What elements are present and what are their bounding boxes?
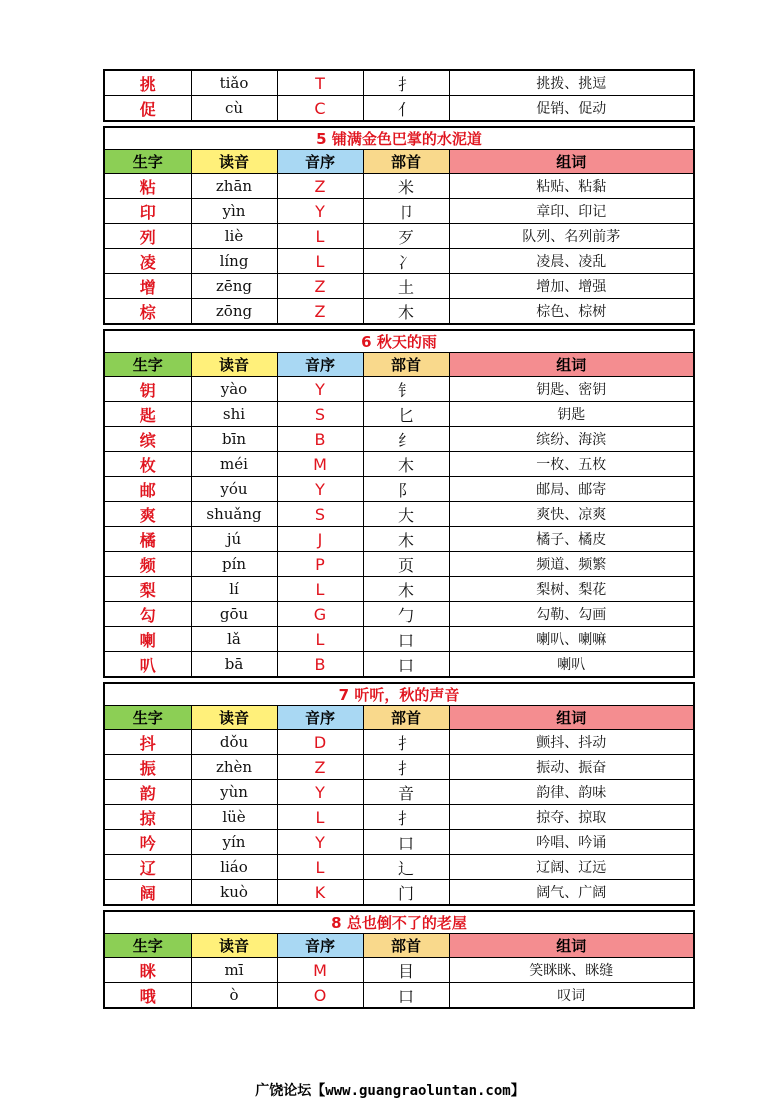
cell-du: líng — [191, 249, 277, 274]
char-table — [105, 331, 693, 676]
cell-du: mī — [191, 958, 277, 983]
cell-du: yóu — [191, 477, 277, 502]
lesson-title-row — [105, 331, 693, 353]
cell-ci: 振动、振奋 — [449, 755, 693, 780]
cell-ci: 喇叭、喇嘛 — [449, 627, 693, 652]
cell-bu: 冫 — [363, 249, 449, 274]
cell-xu: B — [277, 427, 363, 452]
cell-xu: Y — [277, 377, 363, 402]
cell-bu: 大 — [363, 502, 449, 527]
table-row — [105, 552, 693, 577]
lesson-7-table — [103, 682, 695, 906]
lesson-5-table — [103, 126, 695, 325]
cell-zi: 哦 — [105, 983, 191, 1008]
cell-bu: 口 — [363, 830, 449, 855]
cell-du: méi — [191, 452, 277, 477]
cell-du: kuò — [191, 880, 277, 905]
cell-xu: S — [277, 502, 363, 527]
cell-bu: 辶 — [363, 855, 449, 880]
table-row — [105, 224, 693, 249]
cell-ci: 橘子、橘皮 — [449, 527, 693, 552]
cell-ci: 增加、增强 — [449, 274, 693, 299]
cell-du: yìn — [191, 199, 277, 224]
cell-zi: 粘 — [105, 174, 191, 199]
table-row — [105, 377, 693, 402]
cell-bu: 扌 — [363, 730, 449, 755]
cell-bu: 勹 — [363, 602, 449, 627]
table-row — [105, 652, 693, 677]
cell-zi: 挑 — [105, 71, 191, 96]
cell-ci: 喇叭 — [449, 652, 693, 677]
table-row — [105, 830, 693, 855]
cell-xu: Y — [277, 477, 363, 502]
header-xu: 音序 — [277, 353, 363, 377]
header-bu: 部首 — [363, 150, 449, 174]
cell-zi: 列 — [105, 224, 191, 249]
table-row — [105, 958, 693, 983]
table-row — [105, 627, 693, 652]
cell-ci: 促销、促动 — [449, 96, 693, 121]
cell-du: yín — [191, 830, 277, 855]
table-row — [105, 477, 693, 502]
cell-zi: 叭 — [105, 652, 191, 677]
lesson-title: 5 铺满金色巴掌的水泥道 — [105, 128, 693, 150]
cell-xu: M — [277, 452, 363, 477]
cell-ci: 一枚、五枚 — [449, 452, 693, 477]
cell-du: cù — [191, 96, 277, 121]
cell-ci: 挑拨、挑逗 — [449, 71, 693, 96]
cell-du: lí — [191, 577, 277, 602]
header-zi: 生字 — [105, 353, 191, 377]
cell-ci: 凌晨、凌乱 — [449, 249, 693, 274]
header-du: 读音 — [191, 706, 277, 730]
cell-bu: 扌 — [363, 805, 449, 830]
cell-bu: 页 — [363, 552, 449, 577]
cell-zi: 缤 — [105, 427, 191, 452]
table-row — [105, 983, 693, 1008]
table-row — [105, 71, 693, 96]
cell-bu: 木 — [363, 527, 449, 552]
cell-zi: 印 — [105, 199, 191, 224]
cell-zi: 频 — [105, 552, 191, 577]
cell-du: dǒu — [191, 730, 277, 755]
table-row — [105, 96, 693, 121]
cell-ci: 吟唱、吟诵 — [449, 830, 693, 855]
cell-zi: 辽 — [105, 855, 191, 880]
cell-du: lǎ — [191, 627, 277, 652]
cell-xu: T — [277, 71, 363, 96]
table-row — [105, 602, 693, 627]
header-ci: 组词 — [449, 353, 693, 377]
cell-bu: 目 — [363, 958, 449, 983]
cell-bu: 匕 — [363, 402, 449, 427]
cell-xu: P — [277, 552, 363, 577]
cell-zi: 喇 — [105, 627, 191, 652]
cell-zi: 促 — [105, 96, 191, 121]
cell-du: shuǎng — [191, 502, 277, 527]
cell-xu: Z — [277, 299, 363, 324]
header-row — [105, 353, 693, 377]
cell-xu: L — [277, 855, 363, 880]
lesson-title: 7 听听，秋的声音 — [105, 684, 693, 706]
cell-zi: 阔 — [105, 880, 191, 905]
cell-ci: 邮局、邮寄 — [449, 477, 693, 502]
header-du: 读音 — [191, 934, 277, 958]
cell-xu: L — [277, 249, 363, 274]
header-du: 读音 — [191, 150, 277, 174]
header-row — [105, 934, 693, 958]
header-xu: 音序 — [277, 706, 363, 730]
table-row — [105, 402, 693, 427]
cell-bu: 木 — [363, 452, 449, 477]
char-table — [105, 71, 693, 120]
cell-du: ò — [191, 983, 277, 1008]
header-xu: 音序 — [277, 934, 363, 958]
cell-ci: 辽阔、辽远 — [449, 855, 693, 880]
cell-zi: 棕 — [105, 299, 191, 324]
table-row — [105, 577, 693, 602]
cell-bu: 米 — [363, 174, 449, 199]
header-row — [105, 150, 693, 174]
cell-xu: Y — [277, 199, 363, 224]
cell-bu: 亻 — [363, 96, 449, 121]
table-row — [105, 274, 693, 299]
table-row — [105, 855, 693, 880]
cell-du: tiǎo — [191, 71, 277, 96]
table-row — [105, 427, 693, 452]
cell-bu: 扌 — [363, 71, 449, 96]
header-bu: 部首 — [363, 353, 449, 377]
cell-xu: L — [277, 224, 363, 249]
cell-ci: 频道、频繁 — [449, 552, 693, 577]
cell-xu: L — [277, 627, 363, 652]
cell-ci: 阔气、广阔 — [449, 880, 693, 905]
cell-du: bīn — [191, 427, 277, 452]
cell-zi: 吟 — [105, 830, 191, 855]
cell-xu: B — [277, 652, 363, 677]
cell-du: zhèn — [191, 755, 277, 780]
cell-xu: L — [277, 577, 363, 602]
header-zi: 生字 — [105, 150, 191, 174]
cell-du: jú — [191, 527, 277, 552]
top-table — [103, 69, 695, 122]
header-bu: 部首 — [363, 706, 449, 730]
cell-bu: 木 — [363, 577, 449, 602]
cell-ci: 粘贴、粘黏 — [449, 174, 693, 199]
cell-ci: 章印、印记 — [449, 199, 693, 224]
cell-bu: 口 — [363, 627, 449, 652]
table-row — [105, 805, 693, 830]
cell-zi: 爽 — [105, 502, 191, 527]
cell-xu: C — [277, 96, 363, 121]
table-row — [105, 174, 693, 199]
cell-bu: 纟 — [363, 427, 449, 452]
cell-ci: 棕色、棕树 — [449, 299, 693, 324]
lesson-title-row — [105, 128, 693, 150]
table-row — [105, 502, 693, 527]
cell-du: liè — [191, 224, 277, 249]
cell-xu: K — [277, 880, 363, 905]
cell-zi: 凌 — [105, 249, 191, 274]
cell-du: zōng — [191, 299, 277, 324]
cell-xu: Y — [277, 780, 363, 805]
cell-ci: 梨树、梨花 — [449, 577, 693, 602]
header-ci: 组词 — [449, 706, 693, 730]
table-row — [105, 755, 693, 780]
table-row — [105, 780, 693, 805]
cell-zi: 掠 — [105, 805, 191, 830]
table-row — [105, 527, 693, 552]
cell-bu: 歹 — [363, 224, 449, 249]
cell-bu: 扌 — [363, 755, 449, 780]
cell-du: bā — [191, 652, 277, 677]
cell-bu: 口 — [363, 652, 449, 677]
lesson-title: 8 总也倒不了的老屋 — [105, 912, 693, 934]
header-ci: 组词 — [449, 150, 693, 174]
header-du: 读音 — [191, 353, 277, 377]
cell-zi: 勾 — [105, 602, 191, 627]
table-row — [105, 199, 693, 224]
cell-bu: 钅 — [363, 377, 449, 402]
cell-zi: 抖 — [105, 730, 191, 755]
lesson-8-table — [103, 910, 695, 1009]
cell-ci: 队列、名列前茅 — [449, 224, 693, 249]
cell-ci: 颤抖、抖动 — [449, 730, 693, 755]
cell-xu: O — [277, 983, 363, 1008]
cell-bu: 音 — [363, 780, 449, 805]
cell-du: gōu — [191, 602, 277, 627]
cell-zi: 橘 — [105, 527, 191, 552]
cell-xu: M — [277, 958, 363, 983]
cell-bu: 卩 — [363, 199, 449, 224]
cell-du: shi — [191, 402, 277, 427]
table-row — [105, 299, 693, 324]
cell-du: zēng — [191, 274, 277, 299]
cell-zi: 匙 — [105, 402, 191, 427]
cell-bu: 阝 — [363, 477, 449, 502]
cell-xu: Z — [277, 174, 363, 199]
cell-ci: 掠夺、掠取 — [449, 805, 693, 830]
cell-bu: 木 — [363, 299, 449, 324]
cell-ci: 钥匙 — [449, 402, 693, 427]
cell-ci: 笑眯眯、眯缝 — [449, 958, 693, 983]
cell-xu: Z — [277, 755, 363, 780]
cell-ci: 勾勒、勾画 — [449, 602, 693, 627]
cell-zi: 振 — [105, 755, 191, 780]
cell-du: liáo — [191, 855, 277, 880]
cell-ci: 爽快、凉爽 — [449, 502, 693, 527]
table-row — [105, 249, 693, 274]
lesson-6-table — [103, 329, 695, 678]
cell-zi: 邮 — [105, 477, 191, 502]
cell-xu: S — [277, 402, 363, 427]
cell-bu: 土 — [363, 274, 449, 299]
cell-du: zhān — [191, 174, 277, 199]
cell-xu: G — [277, 602, 363, 627]
header-ci: 组词 — [449, 934, 693, 958]
cell-zi: 增 — [105, 274, 191, 299]
cell-xu: J — [277, 527, 363, 552]
header-row — [105, 706, 693, 730]
cell-zi: 枚 — [105, 452, 191, 477]
header-bu: 部首 — [363, 934, 449, 958]
cell-du: yùn — [191, 780, 277, 805]
cell-zi: 梨 — [105, 577, 191, 602]
char-table — [105, 128, 693, 323]
cell-du: pín — [191, 552, 277, 577]
cell-du: yào — [191, 377, 277, 402]
cell-du: lüè — [191, 805, 277, 830]
cell-zi: 钥 — [105, 377, 191, 402]
cell-xu: L — [277, 805, 363, 830]
cell-bu: 门 — [363, 880, 449, 905]
char-table — [105, 912, 693, 1007]
lesson-title-row — [105, 684, 693, 706]
footer-source: 广饶论坛【www.guangraoluntan.com】 — [255, 1083, 525, 1099]
cell-xu: Y — [277, 830, 363, 855]
cell-ci: 缤纷、海滨 — [449, 427, 693, 452]
cell-xu: D — [277, 730, 363, 755]
char-table — [105, 684, 693, 904]
header-zi: 生字 — [105, 934, 191, 958]
header-zi: 生字 — [105, 706, 191, 730]
cell-xu: Z — [277, 274, 363, 299]
table-row — [105, 880, 693, 905]
cell-zi: 眯 — [105, 958, 191, 983]
cell-bu: 口 — [363, 983, 449, 1008]
cell-zi: 韵 — [105, 780, 191, 805]
table-row — [105, 730, 693, 755]
header-xu: 音序 — [277, 150, 363, 174]
table-row — [105, 452, 693, 477]
lesson-title-row — [105, 912, 693, 934]
cell-ci: 韵律、韵味 — [449, 780, 693, 805]
lesson-title: 6 秋天的雨 — [105, 331, 693, 353]
cell-ci: 叹词 — [449, 983, 693, 1008]
cell-ci: 钥匙、密钥 — [449, 377, 693, 402]
